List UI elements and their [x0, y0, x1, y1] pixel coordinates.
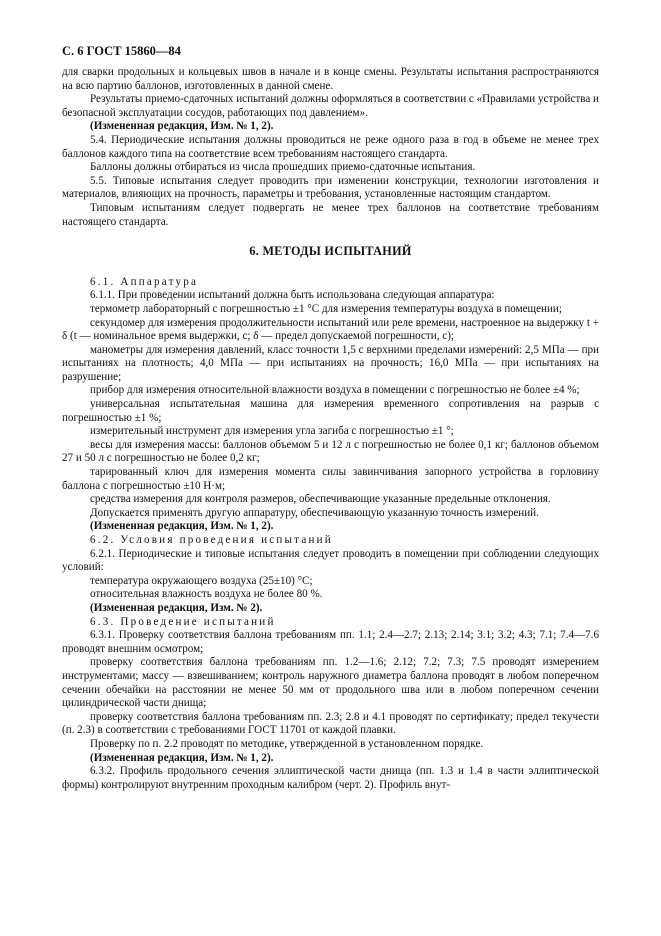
paragraph: Допускается применять другую аппаратуру, обеспечивающую указанную точность измерений. — [90, 506, 539, 519]
paragraph: 6.2.1. Периодические и типовые испытания следует проводить в помещении при соблюдении следующих условий: — [62, 547, 599, 574]
paragraph: Результаты приемо-сдаточных испытаний должны оформляться в соответствии с «Правилами устройства и безопасной эксплуатации сосудов, работающих под давлением». — [62, 93, 599, 119]
subsection-heading: 6.3. Проведение испытаний — [90, 615, 276, 628]
paragraph: относительная влажность воздуха не более 80 %. — [90, 588, 323, 601]
paragraph: средства измерения для контроля размеров, обеспечивающие указанные предельные отклонения. — [90, 493, 551, 506]
paragraph: температура окружающего воздуха (25±10) °С; — [90, 574, 313, 587]
section-title: 6. МЕТОДЫ ИСПЫТАНИЙ — [249, 244, 412, 259]
paragraph: весы для измерения массы: баллонов объемом 5 и 12 л с погрешностью не более 0,1 кг; баллонов объемом 27 и 50 л с погрешностью не более 0,2 кг; — [62, 438, 599, 465]
subsection-heading: 6.2. Условия проведения испытаний — [90, 534, 333, 546]
amendment-note: (Измененная редакция, Изм. № 2). — [90, 601, 263, 614]
amendment-note: (Измененная редакция, Изм. № 1, 2). — [90, 520, 274, 533]
paragraph: прибор для измерения относительной влажности воздуха в помещении с погрешностью не более ±4 %; — [90, 384, 580, 397]
paragraph: 5.5. Типовые испытания следует проводить при изменении конструкции, технологии изготовления и материалов, влияющих на прочность, параметры и требования, установленные настоящим стандартом. — [62, 174, 599, 201]
paragraph: 6.1.1. При проведении испытаний должна быть использована следующая аппаратура: — [90, 289, 495, 302]
paragraph: проверку соответствия баллона требованиям пп. 1.2—1.6; 2.12; 7.2; 7.3; 7.5 проводят измерением инструментами; массу — взвешиванием; контроль наружного диаметра баллона проводят в любом поперечном сечении обечайки на расстоянии не менее 50 мм от продольного шва или в любом поперечном сечении цилиндрической части днища; — [62, 656, 599, 710]
paragraph: секундомер для измерения продолжительности испытаний или реле времени, настроенное на выдержку t + δ (t — номинальное время выдержки, с; δ — предел допускаемой погрешности, с); — [62, 316, 599, 343]
paragraphs-top — [62, 66, 599, 229]
paragraph: термометр лабораторный с погрешностью ±1 °С для измерения температуры воздуха в помещении; — [90, 302, 562, 315]
document-body — [62, 66, 599, 792]
paragraph: универсальная испытательная машина для измерения временного сопротивления на разрыв с погрешностью ±1 %; — [62, 398, 599, 424]
paragraph: манометры для измерения давлений, класс точности 1,5 с верхними пределами измерений: 2,5 МПа — при испытаниях на плотность; 4,0 МПа — при испытаниях на прочность; 16,0 МПа — при испытаниях на разрушение; — [62, 343, 599, 383]
paragraph: проверку соответствия баллона требованиям пп. 2.3; 2.8 и 4.1 проводят по сертификату; предел текучести (п. 2.3) в соответствии с требованиями ГОСТ 11701 от каждой плавки. — [62, 710, 599, 737]
paragraph: Баллоны должны отбираться из числа прошедших приемо-сдаточные испытания. — [90, 161, 476, 174]
paragraph: Проверку по п. 2.2 проводят по методике, утвержденной в установленном порядке. — [90, 737, 484, 750]
paragraph: 6.3.2. Профиль продольного сечения эллиптической части днища (пп. 1.3 и 1.4 в части эллиптической формы) контролируют внутренним проходным калибром (черт. 2). Профиль внут- — [62, 765, 599, 791]
paragraph: 5.4. Периодические испытания должны проводиться не реже одного раза в год в объеме не менее трех баллонов каждого типа на соответствие всем требованиям настоящего стандарта. — [62, 133, 599, 160]
amendment-note: (Измененная редакция, Изм. № 1, 2). — [90, 120, 274, 133]
paragraph: 6.3.1. Проверку соответствия баллона требованиям пп. 1.1; 2.4—2.7; 2.13; 2.14; 3.1; 3.2; 4.3; 7.1; 7.4—7.6 проводят внешним осмотром; — [62, 629, 599, 655]
paragraph: измерительный инструмент для измерения угла загиба с погрешностью ±1 °; — [90, 425, 454, 438]
paragraph: для сварки продольных и кольцевых швов в начале и в конце смены. Результаты испытания распространяются на всю партию баллонов, изготовленных в данной смене. — [62, 66, 599, 92]
page-header: С. 6 ГОСТ 15860—84 — [62, 44, 181, 58]
paragraph: тарированный ключ для измерения момента силы завинчивания запорного устройства в горловину баллона с погрешностью ±10 Н·м; — [62, 466, 599, 492]
amendment-note: (Измененная редакция, Изм. № 1, 2). — [90, 751, 274, 764]
subsection-heading: 6.1. Аппаратура — [90, 275, 199, 288]
paragraphs-main — [62, 276, 599, 793]
paragraph: Типовым испытаниям следует подвергать не менее трех баллонов на соответствие требованиям настоящего стандарта. — [62, 201, 599, 228]
